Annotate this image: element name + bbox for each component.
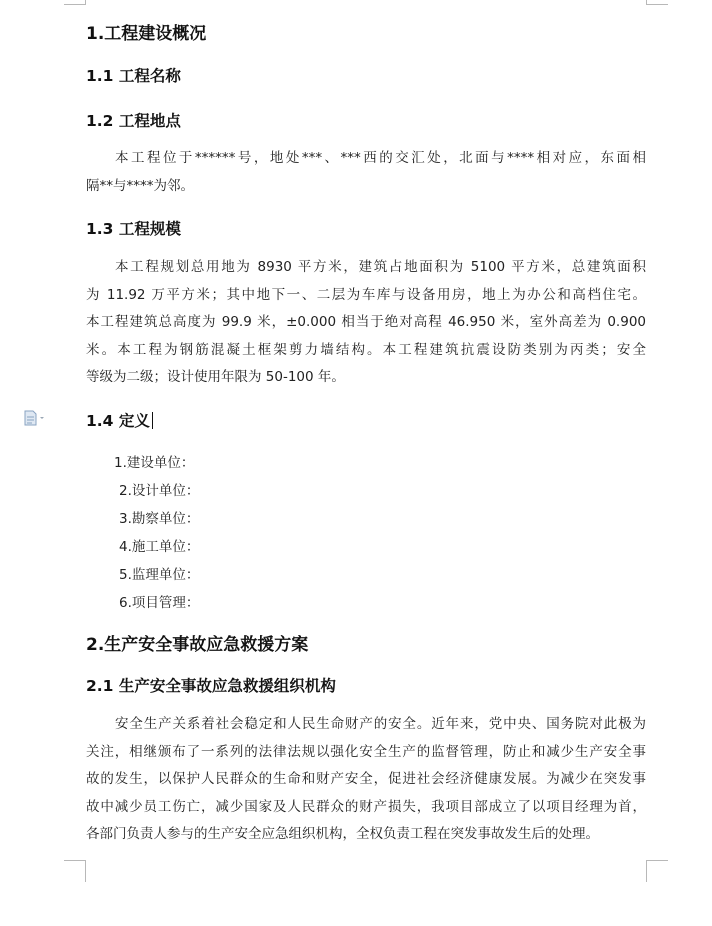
list-label: 施工单位： <box>131 539 200 555</box>
list-label: 建设单位： <box>126 455 195 471</box>
list-number: 2. <box>119 483 132 499</box>
paragraph-line: 米。本工程为钢筋混凝土框架剪力墙结构。本工程建筑抗震设防类别为丙类；安全 <box>86 341 646 358</box>
heading-1-3-project-scale: 1.3 工程规模 <box>86 220 181 238</box>
paragraph-line: 各部门负责人参与的生产安全应急组织机构，全权负责工程在突发事故发生后的处理。 <box>86 826 599 843</box>
list-label: 监理单位： <box>131 567 200 583</box>
paragraph-location <box>86 145 646 200</box>
heading-2-emergency-plan: 2.生产安全事故应急救援方案 <box>86 635 309 655</box>
list-label: 勘察单位： <box>131 511 200 527</box>
paragraph-scale <box>86 254 646 392</box>
text-cursor <box>152 412 154 429</box>
heading-1-2-project-location: 1.2 工程地点 <box>86 112 181 130</box>
paragraph-line: 安全生产关系着社会稳定和人民生命财产的安全。近年来，党中央、国务院对此极为 <box>115 716 646 732</box>
list-item <box>119 479 199 499</box>
list-item <box>119 591 199 611</box>
paragraph-line: 关注，相继颁布了一系列的法律法规以强化安全生产的监督管理，防止和减少生产安全事 <box>86 743 646 760</box>
heading-2-1-emergency-organization: 2.1 生产安全事故应急救援组织机构 <box>86 677 336 695</box>
list-item <box>114 451 194 471</box>
list-label: 设计单位： <box>131 483 200 499</box>
heading-1-4-definition[interactable] <box>86 409 153 431</box>
list-number: 5. <box>119 567 132 583</box>
paragraph-organization <box>86 711 646 849</box>
paragraph-line: 故的发生，以保护人民群众的生命和财产安全，促进社会经济健康发展。为减少在突发事 <box>86 771 646 788</box>
list-number: 4. <box>119 539 132 555</box>
list-number: 6. <box>119 595 132 611</box>
list-number: 1. <box>114 455 127 471</box>
paragraph-line: 故中减少员工伤亡，减少国家及人民群众的财产损失，我项目部成立了以项目经理为首， <box>86 798 646 815</box>
heading-1-4-label: 1.4 定义 <box>86 412 150 430</box>
paragraph-line: 等级为二级；设计使用年限为 50-100 年。 <box>86 369 345 386</box>
paragraph-line: 本工程规划总用地为 8930 平方米，建筑占地面积为 5100 平方米，总建筑面积 <box>115 259 646 275</box>
paragraph-doc-icon[interactable] <box>24 409 52 427</box>
list-number: 3. <box>119 511 132 527</box>
list-item <box>119 563 199 583</box>
paragraph-line: 为 11.92 万平方米；其中地下一、二层为车库与设备用房，地上为办公和高档住宅。 <box>86 286 646 303</box>
heading-1-1-project-name: 1.1 工程名称 <box>86 67 181 85</box>
list-item <box>119 507 199 527</box>
paragraph-line: 本工程建筑总高度为 99.9 米，±0.000 相当于绝对高程 46.950 米，室外高差为 0.900 <box>86 314 646 331</box>
heading-1-overview: 1.工程建设概况 <box>86 24 207 44</box>
paragraph-line: 隔**与****为邻。 <box>86 177 194 194</box>
paragraph-line: 本工程位于******号，地处***、***西的交汇处，北面与****相对应，东面相 <box>115 150 646 166</box>
list-label: 项目管理： <box>131 595 200 611</box>
list-item <box>119 535 199 555</box>
